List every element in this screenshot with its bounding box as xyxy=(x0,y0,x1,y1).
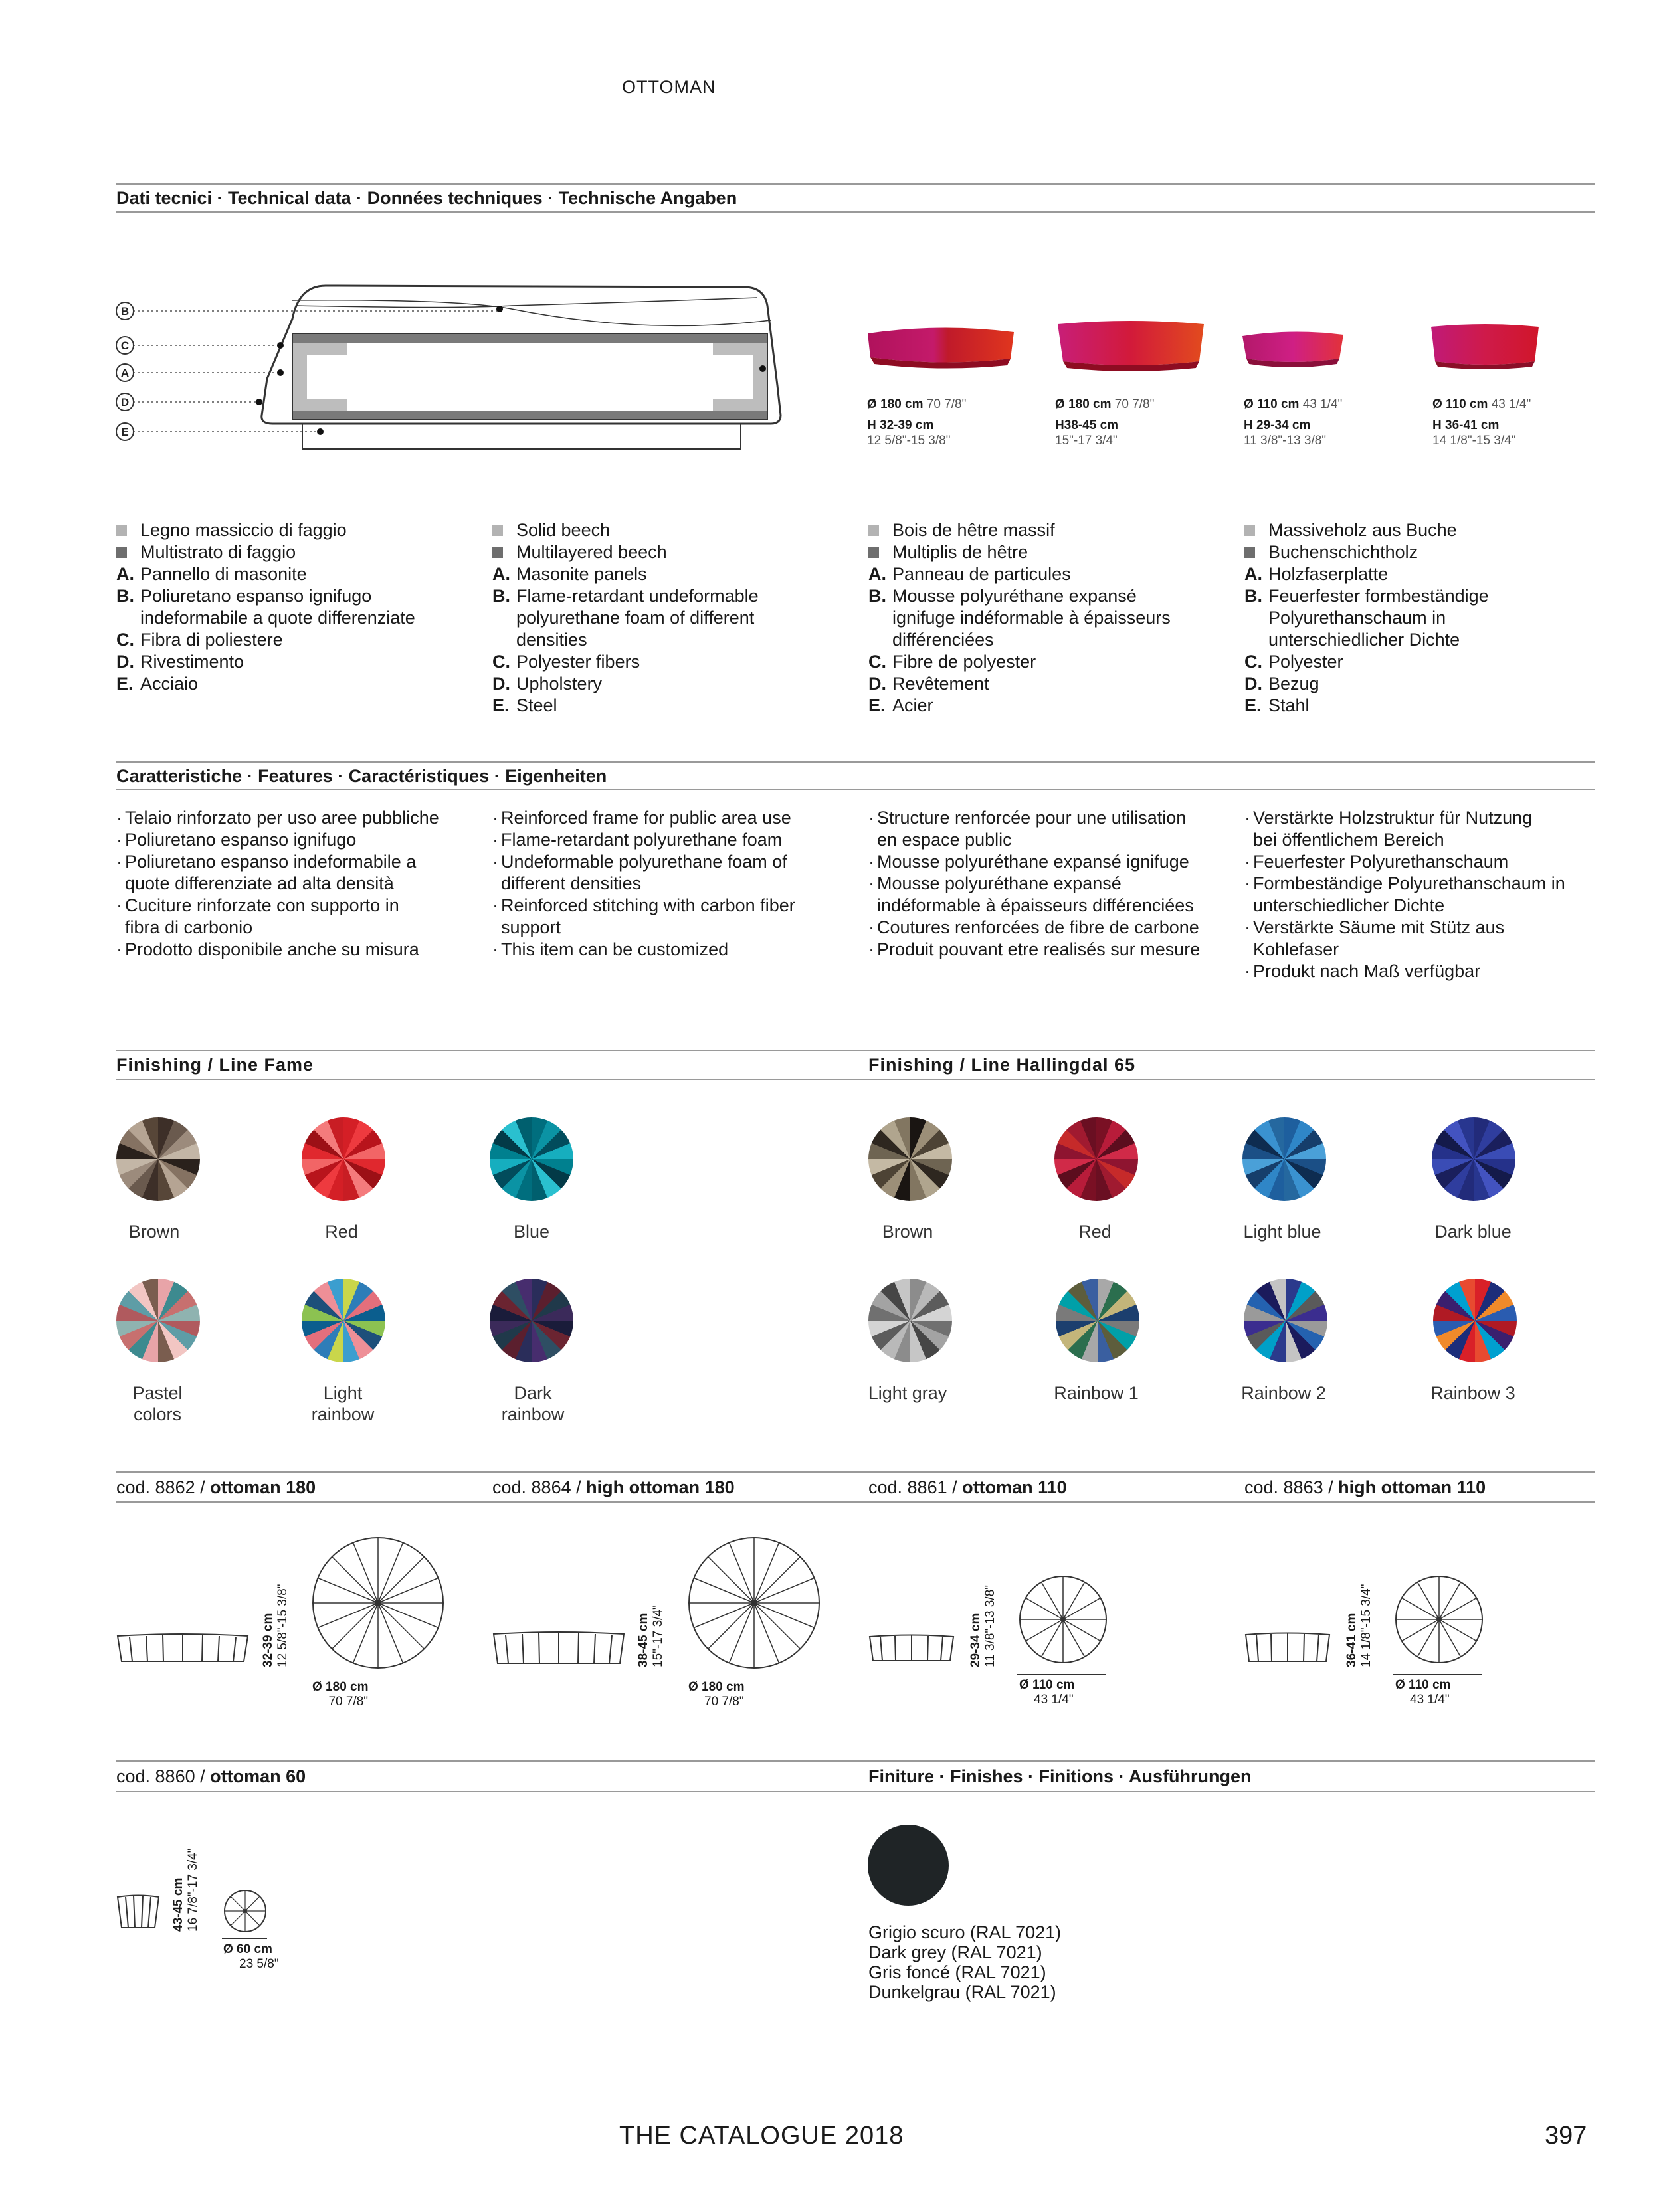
diameter-dimension: Ø 110 cm 43 1/4" xyxy=(1019,1678,1075,1706)
swatch-label: Pastel colors xyxy=(132,1383,183,1424)
height-dimension: 29-34 cm 11 3/8"-13 3/8" xyxy=(969,1584,997,1667)
divider xyxy=(116,1501,1595,1503)
swatch-hallingdal-light-gray[interactable] xyxy=(868,1279,952,1362)
swatch-hallingdal-brown[interactable] xyxy=(868,1117,952,1201)
dark-square-icon xyxy=(116,547,127,558)
swatch-fame-blue[interactable] xyxy=(490,1117,573,1201)
label-c: C xyxy=(120,339,130,352)
finish-color-swatch[interactable] xyxy=(868,1825,949,1906)
side-view-drawing xyxy=(116,1631,249,1671)
variant-3: Ø 110 cm 43 1/4" H 29-34 cm 11 3/8"-13 3/8" xyxy=(1244,397,1343,448)
top-view-drawing xyxy=(310,1534,446,1671)
spoke-line xyxy=(1026,1598,1063,1620)
side-view-drawing xyxy=(116,1893,160,1932)
height-dimension: 36-41 cm 14 1/8"-15 3/4" xyxy=(1345,1584,1373,1667)
product-title-8861: cod. 8861 / ottoman 110 xyxy=(868,1477,1067,1497)
spoke-line xyxy=(1439,1598,1476,1620)
spoke-line xyxy=(378,1557,424,1603)
spoke-line xyxy=(1063,1582,1085,1619)
swatch-hallingdal-rainbow-2[interactable] xyxy=(1244,1279,1327,1362)
swatch-hallingdal-light-blue[interactable] xyxy=(1242,1117,1326,1201)
top-view-drawing xyxy=(686,1534,823,1671)
spoke-line xyxy=(1418,1582,1440,1619)
height-dimension: 32-39 cm 12 5/8"-15 3/8" xyxy=(261,1584,290,1667)
spoke-line xyxy=(1026,1619,1063,1641)
swatch-label: Light blue xyxy=(1243,1222,1321,1242)
page-number: 397 xyxy=(1545,2122,1587,2150)
product-title-8862: cod. 8862 / ottoman 180 xyxy=(116,1477,316,1497)
materials-fr: Bois de hêtre massif Multiplis de hêtre A. Panneau de particules B. Mousse polyuréthane expansé ignifuge indéformable à épaisseurs différenciées C. Fibre de polyester D. Revêtement E. Acier xyxy=(868,520,1171,715)
height-dimension: 38-45 cm 15"-17 3/4" xyxy=(636,1605,665,1667)
features-fr: · Structure renforcée pour une utilisation en espace public · Mousse polyuréthane expansé ignifuge · Mousse polyuréthane expansé indéformable à épaisseurs différenciées · Coutures renforcées de fibre de carbone · Produit pouvant etre realisés sur mesure xyxy=(868,808,1201,959)
height-dimension: 43-45 cm 16 7/8"-17 3/4" xyxy=(171,1848,200,1932)
divider xyxy=(116,1471,1595,1473)
features-en: · Reinforced frame for public area use · Flame-retardant polyurethane foam · Undeformable polyurethane foam of different densities · Reinforced stitching with carbon fiber support · This item can be customized xyxy=(492,808,795,959)
spoke-line xyxy=(1063,1598,1100,1620)
swatch-label: Brown xyxy=(882,1222,933,1242)
divider xyxy=(116,1079,1595,1080)
top-view-drawing xyxy=(222,1888,268,1934)
swatch-label: Rainbow 3 xyxy=(1430,1383,1515,1403)
swatch-fame-red[interactable] xyxy=(302,1117,385,1201)
spoke-line xyxy=(1063,1619,1085,1657)
diameter-dimension: Ø 180 cm 70 7/8" xyxy=(688,1680,745,1708)
spoke-line xyxy=(231,1896,245,1911)
label-b: B xyxy=(120,305,130,318)
swatch-hallingdal-rainbow-1[interactable] xyxy=(1056,1279,1139,1362)
divider xyxy=(116,211,1595,213)
spoke-line xyxy=(708,1603,754,1649)
top-view-drawing xyxy=(1017,1573,1110,1666)
swatch-fame-light-rainbow[interactable] xyxy=(302,1279,385,1362)
label-e: E xyxy=(121,426,129,438)
spoke-line xyxy=(1439,1582,1461,1619)
spoke-line xyxy=(1439,1619,1461,1657)
features-de: · Verstärkte Holzstruktur für Nutzung bei öffentlichem Bereich · Feuerfester Polyurethanschaum · Formbeständige Polyurethanschaum in unterschiedlicher Dichte · Verstärkte Säume mit Stütz aus Kohlefaser · Produkt nach Maß verfügbar xyxy=(1244,808,1565,981)
swatch-label: Rainbow 2 xyxy=(1241,1383,1326,1403)
light-square-icon xyxy=(1244,525,1255,536)
dark-square-icon xyxy=(1244,547,1255,558)
spoke-line xyxy=(708,1557,754,1603)
technical-data-title: Dati tecnici · Technical data · Données techniques · Technische Angaben xyxy=(116,188,737,208)
swatch-fame-brown[interactable] xyxy=(116,1117,200,1201)
divider xyxy=(116,1791,1595,1792)
diameter-dimension: Ø 110 cm 43 1/4" xyxy=(1395,1678,1451,1706)
product-title-8864: cod. 8864 / high ottoman 180 xyxy=(492,1477,735,1497)
product-photo-high-ottoman-180 xyxy=(1050,315,1213,375)
spoke-line xyxy=(1042,1619,1064,1657)
finiture-title: Finiture · Finishes · Finitions · Ausführungen xyxy=(868,1766,1252,1786)
finish-color-labels: Grigio scuro (RAL 7021) Dark grey (RAL 7021) Gris foncé (RAL 7021) Dunkelgrau (RAL 7021) xyxy=(868,1922,1062,2002)
side-view-drawing xyxy=(868,1633,955,1666)
dimension-line xyxy=(222,1938,267,1939)
product-photo-high-ottoman-110 xyxy=(1426,320,1545,373)
spoke-line xyxy=(1042,1582,1064,1619)
swatch-hallingdal-red[interactable] xyxy=(1054,1117,1138,1201)
swatch-label: Brown xyxy=(128,1222,180,1242)
dark-square-icon xyxy=(492,547,503,558)
swatch-label: Blue xyxy=(513,1222,550,1242)
spoke-line xyxy=(1439,1619,1476,1641)
finishing-hallingdal-title: Finishing / Line Hallingdal 65 xyxy=(868,1055,1136,1075)
swatch-hallingdal-rainbow-3[interactable] xyxy=(1433,1279,1517,1362)
swatch-label: Red xyxy=(1078,1222,1112,1242)
diameter-dimension: Ø 180 cm 70 7/8" xyxy=(312,1680,369,1708)
features-it: · Telaio rinforzato per uso aree pubbliche · Poliuretano espanso ignifugo · Poliuretano espanso indeformabile a quote differenziate ad alta densità · Cuciture rinforzate con supporto in fibra di carbonio · Prodotto disponibile anche su misura xyxy=(116,808,439,959)
light-square-icon xyxy=(868,525,879,536)
spoke-line xyxy=(332,1557,378,1603)
dark-square-icon xyxy=(868,547,879,558)
swatch-label: Light gray xyxy=(868,1383,947,1403)
top-view-drawing xyxy=(1393,1573,1486,1666)
materials-en: Solid beech Multilayered beech A. Masonite panels B. Flame-retardant undeformable polyurethane foam of different densities C. Polyester fibers D. Upholstery E. Steel xyxy=(492,520,759,715)
spoke-line xyxy=(1418,1619,1440,1657)
materials-de: Massiveholz aus Buche Buchenschichtholz A. Holzfaserplatte B. Feuerfester formbeständige Polyurethanschaum in unterschiedlicher Dichte C. Polyester D. Bezug E. Stahl xyxy=(1244,520,1489,715)
dimension-line xyxy=(1393,1674,1482,1675)
swatch-label: Light rainbow xyxy=(311,1383,375,1424)
features-title: Caratteristiche · Features · Caractéristiques · Eigenheiten xyxy=(116,766,607,786)
divider xyxy=(116,761,1595,763)
product-photo-ottoman-180 xyxy=(861,319,1021,373)
light-square-icon xyxy=(492,525,503,536)
product-photo-ottoman-110 xyxy=(1238,325,1348,372)
catalogue-title: THE CATALOGUE 2018 xyxy=(619,2122,904,2150)
spoke-line xyxy=(245,1896,260,1911)
divider xyxy=(116,1760,1595,1762)
spoke-line xyxy=(1063,1619,1100,1641)
finishing-fame-title: Finishing / Line Fame xyxy=(116,1055,314,1075)
swatch-label: Dark blue xyxy=(1434,1222,1512,1242)
product-title-8863: cod. 8863 / high ottoman 110 xyxy=(1244,1477,1486,1497)
swatch-hallingdal-dark-blue[interactable] xyxy=(1432,1117,1515,1201)
spoke-line xyxy=(332,1603,378,1649)
side-view-drawing xyxy=(492,1629,625,1670)
diameter-dimension: Ø 60 cm 23 5/8" xyxy=(223,1942,279,1971)
spoke-line xyxy=(754,1603,800,1649)
label-d: D xyxy=(120,396,130,409)
light-square-icon xyxy=(116,525,127,536)
dimension-line xyxy=(1017,1674,1106,1675)
divider xyxy=(116,183,1595,185)
spoke-line xyxy=(245,1911,260,1926)
spoke-line xyxy=(1402,1619,1439,1641)
variant-1: Ø 180 cm 70 7/8" H 32-39 cm 12 5/8"-15 3/8" xyxy=(867,397,967,448)
side-view-drawing xyxy=(1244,1631,1331,1667)
variant-2: Ø 180 cm 70 7/8" H38-45 cm 15"-17 3/4" xyxy=(1055,397,1155,448)
swatch-label: Dark rainbow xyxy=(501,1383,565,1424)
divider xyxy=(116,789,1595,790)
swatch-label: Red xyxy=(325,1222,358,1242)
materials-it: Legno massiccio di faggio Multistrato di faggio A. Pannello di masonite B. Poliuretano espanso ignifugo indeformabile a quote differenziate C. Fibra di poliestere D. Rivestimento E. Acciaio xyxy=(116,520,415,693)
variant-4: Ø 110 cm 43 1/4" H 36-41 cm 14 1/8"-15 3/4" xyxy=(1432,397,1531,448)
cross-section-diagram xyxy=(113,279,797,455)
swatch-fame-pastel-colors[interactable] xyxy=(116,1279,200,1362)
spoke-line xyxy=(754,1557,800,1603)
page-category: OTTOMAN xyxy=(622,77,716,97)
divider xyxy=(116,1050,1595,1051)
swatch-fame-dark-rainbow[interactable] xyxy=(490,1279,573,1362)
spoke-line xyxy=(378,1603,424,1649)
product-title-8860: cod. 8860 / ottoman 60 xyxy=(116,1766,306,1786)
spoke-line xyxy=(231,1911,245,1926)
swatch-label: Rainbow 1 xyxy=(1054,1383,1139,1403)
spoke-line xyxy=(1402,1598,1439,1620)
label-a: A xyxy=(120,367,130,379)
